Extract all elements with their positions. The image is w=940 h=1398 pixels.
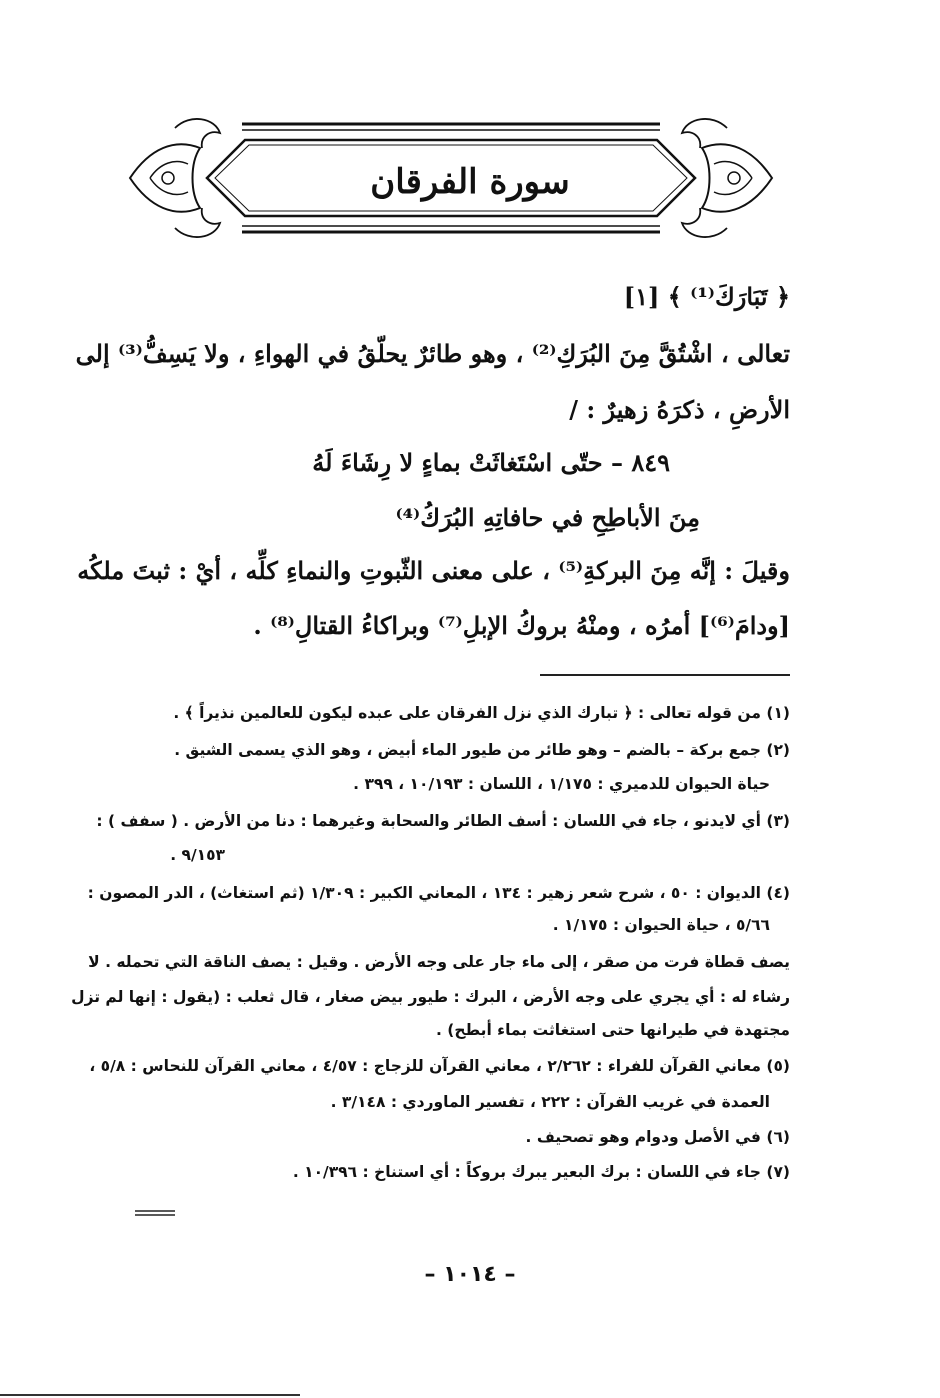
body-line: تعالى ، اشْتُقَّ مِنَ البُرَكِ⁽²⁾ ، وهو طائرٌ يحلّقُ في الهواءِ ، ولا يَسِفُّ⁽³⁾ إلى: [75, 339, 790, 368]
body-line: [ودامَ⁽⁶⁾] أمرُه ، ومنْهُ بروكُ الإبلِ⁽⁷⁾ وبراكاءُ القتالِ⁽⁸⁾ .: [253, 611, 790, 640]
footnote-3-continued: ٩/١٥٣ .: [170, 846, 225, 864]
scan-edge-line: [0, 1394, 300, 1396]
footnote-5: (٥) معاني القرآن للفراء : ٢/٢٦٢ ، معاني القرآن للزجاج : ٤/٥٧ ، معاني القرآن للنحاس : ٥/٨ ،: [89, 1057, 790, 1075]
footnote-6: (٦) في الأصل ودوام وهو تصحيف .: [525, 1128, 790, 1146]
verse-heading-line: ﴿ تَبَارَكَ⁽¹⁾ ﴾ [١]: [623, 282, 790, 311]
footnote-4: (٤) الديوان : ٥٠ ، شرح شعر زهير : ١٣٤ ، المعاني الكبير : ١/٣٠٩ (ثم استغاث) ، الدر المصون :: [87, 884, 790, 902]
footnote-2-continued: حياة الحيوان للدميري : ١/١٧٥ ، اللسان : ١٠/١٩٣ ، ٣٩٩ .: [353, 775, 770, 793]
footnote-separator: [540, 674, 790, 676]
footnote-4-commentary: يصف قطاة فرت من صقر ، إلى ماء جار على وجه الأرض . وقيل : يصف الناقة التي تحمله . لا: [88, 953, 790, 971]
poetry-verse-first-hemistich: ٨٤٩ – حتّى اسْتَغاثَتْ بماءٍ لا رِشَاءَ لَهُ: [312, 448, 670, 477]
footnote-5-continued: العمدة في غريب القرآن : ٢٢٢ ، تفسير الماوردي : ٣/١٤٨ .: [330, 1093, 770, 1111]
surah-title: سورة الفرقان: [370, 162, 570, 202]
page-number: – ١٠١٤ –: [424, 1262, 516, 1287]
footnote-3: (٣) أي لايدنو ، جاء في اللسان : أسف الطائر والسحابة وغيرهما : دنا من الأرض . ( سفف ) :: [96, 812, 790, 830]
section-end-mark: [135, 1210, 175, 1216]
footnote-7: (٧) جاء في اللسان : برك البعير يبرك بروكاً : أي استناخ : ١٠/٣٩٦ .: [292, 1163, 790, 1181]
footnote-4-commentary: مجتهدة في طيرانها حتى استغاثت بماء أبطح) .: [436, 1021, 790, 1039]
footnote-2: (٢) جمع بركة – بالضم – وهو طائر من طيور الماء أبيض ، وهو الذي يسمى الشيق .: [174, 741, 790, 759]
body-line: الأرضِ ، ذكرَهُ زهيرٌ : /: [569, 395, 790, 424]
body-line: وقيلَ : إنَّه مِنَ البركةِ⁽⁵⁾ ، على معنى الثّبوتِ والنماءِ كلِّه ، أيْ : ثبتَ ملكُه: [77, 556, 790, 585]
footnote-4-commentary: رشاء له : أي يجري على وجه الأرض ، البرك : طيور بيض صغار ، قال ثعلب : (يقول : إنها لم تزل: [71, 988, 790, 1006]
poetry-verse-second-hemistich: مِنَ الأباطِحِ في حافاتِهِ البُرَكُ⁽⁴⁾: [395, 503, 700, 532]
footnote-4-continued: ٥/٦٦ ، حياة الحيوان : ١/١٧٥ .: [552, 916, 770, 934]
footnote-1: (١) من قوله تعالى : ﴿ تبارك الذي نزل الفرقان على عبده ليكون للعالمين نذيراً ﴾ .: [173, 704, 790, 722]
